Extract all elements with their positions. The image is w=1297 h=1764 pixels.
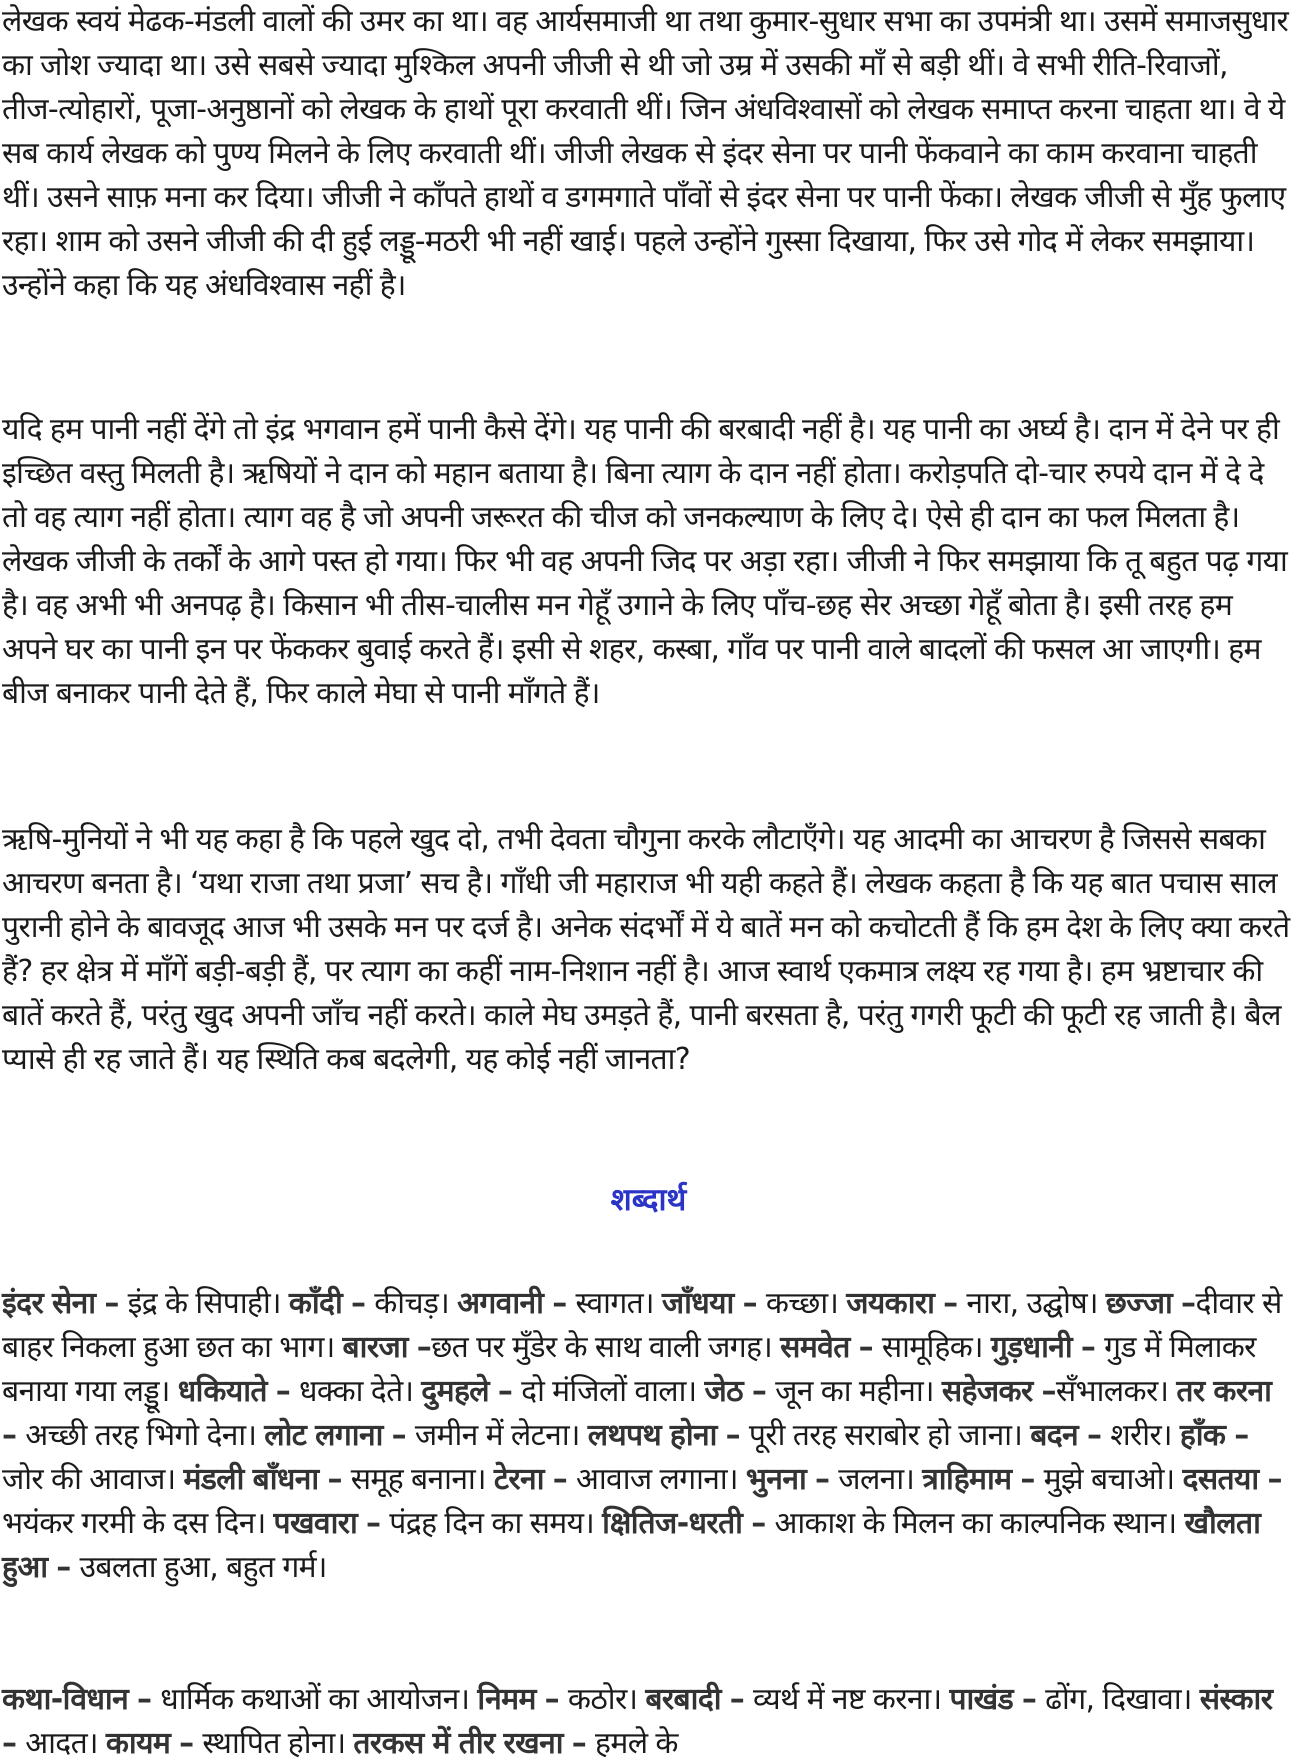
glossary-separator: – — [318, 1462, 351, 1497]
glossary-definition: धार्मिक कथाओं का आयोजन। — [160, 1682, 470, 1717]
glossary-separator: – — [1032, 1374, 1056, 1409]
glossary-definition: मुझे बचाओ। — [1043, 1462, 1175, 1497]
glossary-definition: स्वागत। — [575, 1286, 654, 1321]
glossary-term: इंदर सेना — [2, 1286, 96, 1321]
glossary-definition: आकाश के मिलन का काल्पनिक स्थान। — [774, 1506, 1177, 1541]
glossary-definition: धक्का देते। — [299, 1374, 414, 1409]
glossary-block-1 — [2, 1282, 1292, 1590]
glossary-definition: नारा, उद्घोष। — [966, 1286, 1098, 1321]
glossary-definition: सामूहिक। — [881, 1330, 983, 1365]
glossary-term: संस्कार — [1199, 1682, 1273, 1717]
glossary-separator: – — [1013, 1682, 1046, 1717]
glossary-separator: – — [128, 1682, 161, 1717]
glossary-term: अगवानी — [457, 1286, 544, 1321]
glossary-definition: सँभालकर। — [1055, 1374, 1169, 1409]
glossary-term: मंडली बाँधना — [183, 1462, 319, 1497]
glossary-definition: आवाज लगाना। — [575, 1462, 738, 1497]
glossary-term: त्राहिमाम — [922, 1462, 1012, 1497]
glossary-term: जाँधया — [661, 1286, 734, 1321]
glossary-separator: – — [266, 1374, 299, 1409]
glossary-separator: – — [562, 1726, 596, 1761]
glossary-definition: हमले के — [595, 1726, 678, 1761]
glossary-separator: – — [742, 1374, 776, 1409]
glossary-separator: – — [1011, 1462, 1044, 1497]
glossary-term: धकियाते — [177, 1374, 267, 1409]
glossary-term: बारजा — [342, 1330, 408, 1365]
glossary-definition: शरीर। — [1110, 1418, 1172, 1453]
glossary-separator: – — [2, 1418, 26, 1453]
glossary-definition: गुड में मिलाकर बनाया गया लड्डू। — [2, 1330, 1256, 1409]
glossary-separator: – — [2, 1726, 26, 1761]
glossary-definition: आदत। — [25, 1726, 98, 1761]
glossary-separator: – — [95, 1286, 128, 1321]
glossary-term: बरबादी — [645, 1682, 721, 1717]
glossary-term: गुड़धानी — [990, 1330, 1073, 1365]
glossary-definition: कीचड़। — [374, 1286, 450, 1321]
glossary-definition: जून का महीना। — [775, 1374, 934, 1409]
glossary-definition: छत पर मुँडेर के साथ वाली जगह। — [431, 1330, 773, 1365]
glossary-separator: – — [342, 1286, 375, 1321]
glossary-separator: – — [742, 1506, 775, 1541]
glossary-term: जयकारा — [846, 1286, 935, 1321]
glossary-definition: भयंकर गरमी के दस दिन। — [2, 1506, 266, 1541]
glossary-definition: दीवार से बाहर निकला हुआ छत का भाग। — [2, 1286, 1282, 1365]
glossary-heading: शब्दार्थ — [610, 1182, 687, 1218]
glossary-separator: – — [1225, 1418, 1249, 1453]
glossary-separator: – — [407, 1330, 432, 1365]
glossary-term: लथपथ होना — [587, 1418, 717, 1453]
glossary-term: टेरना — [493, 1462, 544, 1497]
glossary-definition: अच्छी तरह भिगो देना। — [25, 1418, 257, 1453]
glossary-term: छज्जा — [1105, 1286, 1173, 1321]
glossary-separator: – — [382, 1418, 415, 1453]
glossary-separator: – — [733, 1286, 766, 1321]
glossary-block-2 — [2, 1678, 1292, 1764]
glossary-term: दुमहले — [421, 1374, 490, 1409]
glossary-separator: – — [170, 1726, 203, 1761]
glossary-term: भुनना — [745, 1462, 807, 1497]
glossary-separator: – — [716, 1418, 749, 1453]
glossary-definition: कच्छा। — [765, 1286, 839, 1321]
glossary-definition: जलना। — [838, 1462, 915, 1497]
glossary-definition: इंद्र के सिपाही। — [127, 1286, 281, 1321]
glossary-definition: जोर की आवाज। — [2, 1462, 176, 1497]
glossary-separator: – — [849, 1330, 882, 1365]
glossary-separator: – — [543, 1286, 576, 1321]
glossary-separator: – — [1078, 1418, 1111, 1453]
glossary-definition: व्यर्थ में नष्ट करना। — [753, 1682, 942, 1717]
paragraph-1: लेखक स्वयं मेढक-मंडली वालों की उमर का था। वह आर्यसमाजी था तथा कुमार-सुधार सभा का उपमंत्री था। उसमें समाजसुधार का जोश ज्यादा था। उसे सबसे ज्यादा मुश्किल अपनी जीजी से थी जो उम्र में उसकी माँ से बड़ी थीं। वे सभी रीति-रिवाजों, तीज-त्योहारों, पूजा-अनुष्ठानों को लेखक के हाथों पूरा करवाती थीं। जिन अंधविश्वासों को लेखक समाप्त करना चाहता था। वे ये सब कार्य लेखक को पुण्य मिलने के लिए करवाती थीं। जीजी लेखक से इंदर सेना पर पानी फेंकवाने का काम करवाना चाहती थीं। उसने साफ़ मना कर दिया। जीजी ने काँपते हाथों व डगमगाते पाँवों से इंदर सेना पर पानी फेंका। लेखक जीजी से मुँह फुलाए रहा। शाम को उसने जीजी की दी हुई लड्डू-मठरी भी नहीं खाई। पहले उन्होंने गुस्सा दिखाया, फिर उसे गोद में लेकर समझाया। उन्होंने कहा कि यह अंधविश्वास नहीं है। — [2, 4, 1289, 303]
glossary-term: सहेजकर — [941, 1374, 1033, 1409]
glossary-separator: – — [1072, 1330, 1105, 1365]
glossary-definition: स्थापित होना। — [202, 1726, 346, 1761]
glossary-term: पखवारा — [273, 1506, 358, 1541]
glossary-term: तरकस में तीर रखना — [353, 1726, 563, 1761]
glossary-definition: समूह बनाना। — [350, 1462, 486, 1497]
glossary-term: लोट लगाना — [264, 1418, 383, 1453]
glossary-definition: दो मंजिलों वाला। — [521, 1374, 697, 1409]
glossary-definition: उबलता हुआ, बहुत गर्म। — [79, 1550, 327, 1585]
glossary-separator: – — [1258, 1462, 1282, 1497]
glossary-term: निमम — [477, 1682, 536, 1717]
glossary-term: हाँक — [1179, 1418, 1226, 1453]
glossary-definition: ढोंग, दिखावा। — [1045, 1682, 1192, 1717]
glossary-term: काँदी — [288, 1286, 343, 1321]
glossary-separator: – — [357, 1506, 390, 1541]
glossary-definition: कठोर। — [567, 1682, 638, 1717]
glossary-definition: पंद्रह दिन का समय। — [389, 1506, 595, 1541]
glossary-term: खौलता हुआ — [2, 1506, 1261, 1585]
glossary-separator: – — [47, 1550, 80, 1585]
glossary-term: पाखंड — [949, 1682, 1014, 1717]
glossary-separator: – — [934, 1286, 967, 1321]
glossary-term: तर करना — [1176, 1374, 1272, 1409]
glossary-separator: – — [806, 1462, 839, 1497]
glossary-term: क्षितिज-धरती — [602, 1506, 743, 1541]
glossary-term: दसतया — [1182, 1462, 1259, 1497]
glossary-separator: – — [535, 1682, 568, 1717]
glossary-term: कथा-विधान — [2, 1682, 129, 1717]
glossary-term: कायम — [105, 1726, 171, 1761]
glossary-definition: पूरी तरह सराबोर हो जाना। — [748, 1418, 1023, 1453]
paragraph-2: यदि हम पानी नहीं देंगे तो इंद्र भगवान हमें पानी कैसे देंगे। यह पानी की बरबादी नहीं है। यह पानी का अर्घ्य है। दान में देने पर ही इच्छित वस्तु मिलती है। ऋषियों ने दान को महान बताया है। बिना त्याग के दान नहीं होता। करोड़पति दो-चार रुपये दान में दे दे तो वह त्याग नहीं होता। त्याग वह है जो अपनी जरूरत की चीज को जनकल्याण के लिए दे। ऐसे ही दान का फल मिलता है। लेखक जीजी के तर्कों के आगे पस्त हो गया। फिर भी वह अपनी जिद पर अड़ा रहा। जीजी ने फिर समझाया कि तू बहुत पढ़ गया है। वह अभी भी अनपढ़ है। किसान भी तीस-चालीस मन गेहूँ उगाने के लिए पाँच-छह सेर अच्छा गेहूँ बोता है। इसी तरह हम अपने घर का पानी इन पर फेंककर बुवाई करते हैं। इसी से शहर, कस्बा, गाँव पर पानी वाले बादलों की फसल आ जाएगी। हम बीज बनाकर पानी देते हैं, फिर काले मेघा से पानी माँगते हैं। — [2, 412, 1288, 711]
glossary-definition: जमीन में लेटना। — [414, 1418, 580, 1453]
glossary-separator: – — [1172, 1286, 1196, 1321]
glossary-separator: – — [489, 1374, 522, 1409]
glossary-term: जेठ — [704, 1374, 743, 1409]
glossary-separator: – — [720, 1682, 754, 1717]
glossary-term: बदन — [1030, 1418, 1079, 1453]
glossary-term: समवेत — [780, 1330, 850, 1365]
glossary-separator: – — [543, 1462, 576, 1497]
paragraph-3: ऋषि-मुनियों ने भी यह कहा है कि पहले खुद दो, तभी देवता चौगुना करके लौटाएँगे। यह आदमी का आचरण है जिससे सबका आचरण बनता है। ‘यथा राजा तथा प्रजा’ सच है। गाँधी जी महाराज भी यही कहते हैं। लेखक कहता है कि यह बात पचास साल पुरानी होने के बावजूद आज भी उसके मन पर दर्ज है। अनेक संदर्भों में ये बातें मन को कचोटती हैं कि हम देश के लिए क्या करते हैं? हर क्षेत्र में माँगें बड़ी-बड़ी हैं, पर त्याग का कहीं नाम-निशान नहीं है। आज स्वार्थ एकमात्र लक्ष्य रह गया है। हम भ्रष्टाचार की बातें करते हैं, परंतु खुद अपनी जाँच नहीं करते। काले मेघ उमड़ते हैं, पानी बरसता है, परंतु गगरी फूटी की फूटी रह जाती है। बैल प्यासे ही रह जाते हैं। यह स्थिति कब बदलेगी, यह कोई नहीं जानता? — [2, 822, 1290, 1077]
